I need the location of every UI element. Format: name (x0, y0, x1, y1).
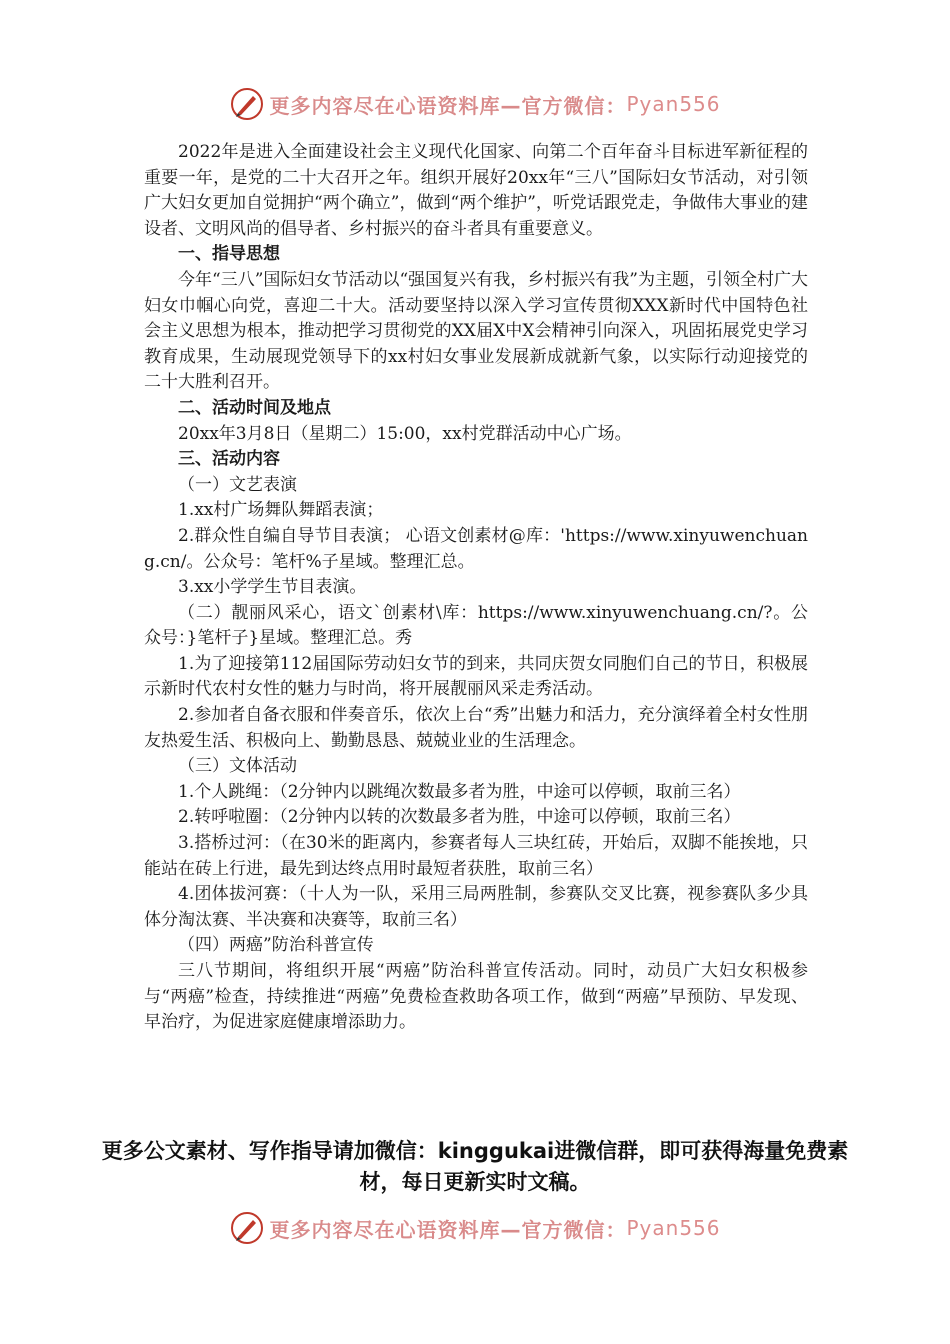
list-item: 2.参加者自备衣服和伴奏音乐，依次上台“秀”出魅力和活力，充分演绎着全村女性朋友热爱生活、积极向上、勤勤恳恳、兢兢业业的生活理念。 (144, 705, 808, 751)
footer-note: 更多公文素材、写作指导请加微信：kinggukai进微信群，即可获得海量免费素材，每日更新实时文稿。 (101, 1139, 849, 1194)
footer-banner (0, 1208, 950, 1248)
subheading-style-show: （二）靓丽风采心，语文`创素材\库：https://www.xinyuwenchuang.cn/?。公众号：}笔杆子}星域。整理汇总。秀 (144, 602, 808, 649)
banner-account: Pyan556 (626, 92, 721, 116)
section-heading-guidance: 一、指导思想 (178, 244, 280, 265)
health-paragraph: 三八节期间，将组织开展“两癌”防治科普宣传活动。同时，动员广大妇女积极参与“两癌”检查，持续推进“两癌”免费检查救助各项工作，做到“两癌”早预防、早发现、早治疗，为促进家庭健康增添助力。 (144, 961, 808, 1033)
banner-account: Pyan556 (626, 1216, 721, 1240)
list-item: 3.搭桥过河：（在30米的距离内，参赛者每人三块红砖，开始后，双脚不能挨地，只能站在砖上行进，最先到达终点用时最短者获胜，取前三名） (144, 833, 808, 879)
pen-logo-icon (229, 1210, 265, 1246)
banner-text: 更多内容尽在心语资料库—官方微信： (269, 93, 627, 118)
list-item: 2.转呼啦圈：（2分钟内以转的次数最多者为胜，中途可以停顿，取前三名） (178, 807, 741, 828)
banner-text: 更多内容尽在心语资料库—官方微信： (269, 1217, 627, 1242)
list-item: 1.xx村广场舞队舞蹈表演； (178, 500, 384, 521)
subheading-health: （四）两癌”防治科普宣传 (178, 935, 374, 956)
time-place-paragraph: 20xx年3月8日（星期二）15:00，xx村党群活动中心广场。 (178, 423, 632, 444)
pen-logo-icon (229, 86, 265, 122)
subheading-performance: （一）文艺表演 (178, 474, 297, 495)
list-item: 4.团体拔河赛：（十人为一队，采用三局两胜制，参赛队交叉比赛，视参赛队多少具体分淘汰赛、半决赛和决赛等，取前三名） (144, 884, 808, 930)
section-heading-content: 三、活动内容 (178, 449, 280, 470)
list-item: 2.群众性自编自导节目表演； 心语文创素材@库：'https://www.xinyuwenchuang.cn/。公众号：笔杆%子星域。整理汇总。 (144, 525, 808, 572)
list-item: 3.xx小学学生节目表演。 (178, 577, 367, 598)
document-body (144, 140, 808, 1036)
header-banner (0, 84, 950, 124)
intro-paragraph: 2022年是进入全面建设社会主义现代化国家、向第二个百年奋斗目标进军新征程的重要一年，是党的二十大召开之年。组织开展好20xx年“三八”国际妇女节活动，对引领广大妇女更加自觉拥护“两个确立”，做到“两个维护”，听党话跟党走，争做伟大事业的建设者、文明风尚的倡导者、乡村振兴的奋斗者具有重要意义。 (144, 142, 808, 239)
list-item: 1.为了迎接第112届国际劳动妇女节的到来，共同庆贺女同胞们自己的节日，积极展示新时代农村女性的魅力与时尚，将开展靓丽风采走秀活动。 (144, 653, 808, 700)
section-heading-time-place: 二、活动时间及地点 (178, 397, 331, 418)
subheading-sports: （三）文体活动 (178, 756, 297, 777)
list-item: 1.个人跳绳：（2分钟内以跳绳次数最多者为胜，中途可以停顿，取前三名） (178, 781, 741, 802)
guidance-paragraph: 今年“三八”国际妇女节活动以“强国复兴有我，乡村振兴有我”为主题，引领全村广大妇女巾帼心向党，喜迎二十大。活动要坚持以深入学习宣传贯彻XXX新时代中国特色社会主义思想为根本，推动把学习贯彻党的XX届X中X会精神引向深入，巩固拓展党史学习教育成果，生动展现党领导下的xx村妇女事业发展新成就新气象，以实际行动迎接党的二十大胜利召开。 (144, 269, 808, 393)
